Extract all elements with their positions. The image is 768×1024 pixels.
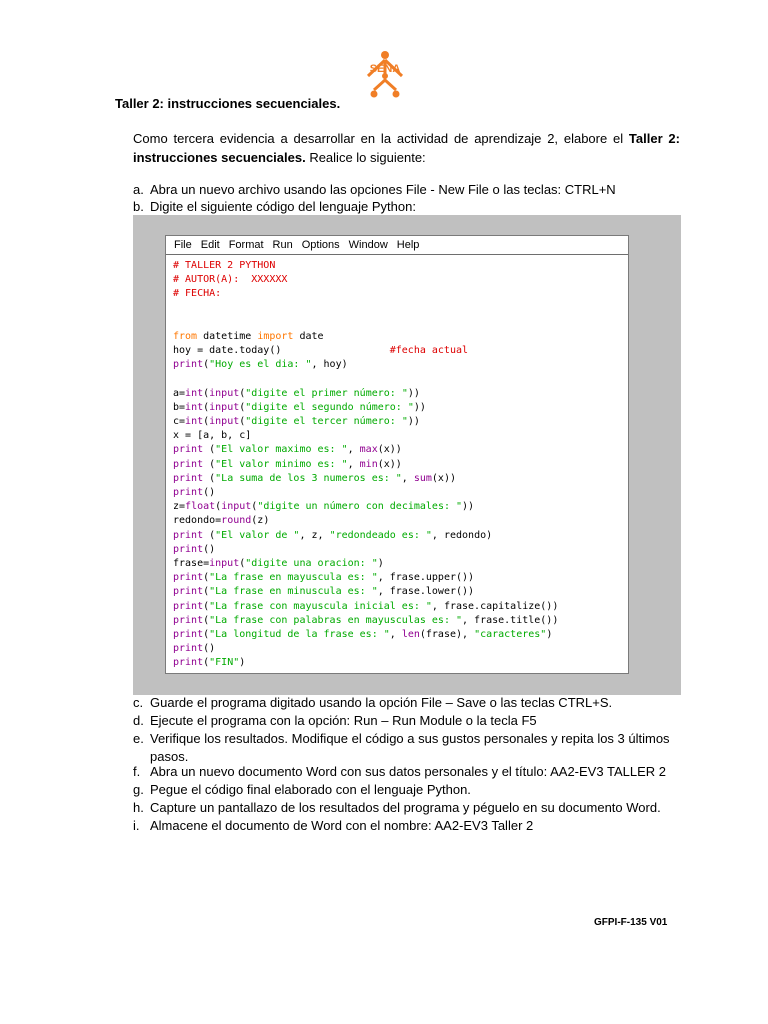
step-h [133, 799, 681, 817]
code-token: z= [173, 501, 186, 513]
step-a [133, 181, 681, 198]
step-letter: a. [133, 182, 144, 197]
code-token: ( [215, 501, 222, 513]
code-line [173, 344, 628, 358]
code-token: "caracteres" [474, 628, 547, 640]
code-token: float [185, 501, 216, 513]
code-line [173, 401, 628, 415]
code-token: , [401, 472, 414, 484]
code-token: "La frase en minuscula es: " [209, 586, 378, 598]
intro-text-2: Realice lo siguiente: [305, 150, 426, 165]
code-token: ( [203, 529, 216, 541]
code-token: , [389, 628, 402, 640]
code-token: x = [a, b, c] [173, 430, 252, 442]
step-text: Abra un nuevo archivo usando las opciones File - New File o las teclas: CTRL+N [150, 182, 616, 197]
step-text: Digite el siguiente código del lenguaje Python: [150, 199, 416, 214]
code-token: , redondo) [431, 529, 493, 541]
intro-paragraph [133, 129, 680, 167]
code-token: ( [203, 401, 210, 413]
code-token: , hoy) [311, 359, 348, 371]
code-token: , frase.lower()) [377, 586, 475, 598]
editor-window [165, 235, 629, 674]
code-token: ( [251, 501, 258, 513]
code-token: ( [203, 359, 210, 371]
step-e [133, 730, 681, 766]
code-token: , frase.title()) [462, 614, 559, 626]
step-text: Abra un nuevo documento Word con sus datos personales y el título: AA2-EV3 TALLER 2 [150, 764, 666, 779]
step-g [133, 781, 681, 799]
code-token: print [173, 359, 204, 371]
code-line [173, 585, 628, 599]
code-token: print [173, 444, 204, 456]
code-line [173, 330, 628, 344]
code-token: "La frase en mayuscula es: " [209, 572, 378, 584]
code-token: hoy = date.today() [173, 345, 390, 357]
menu-file[interactable]: File [174, 239, 192, 251]
code-token: min [359, 458, 378, 470]
step-d [133, 712, 681, 730]
document-code: GFPI-F-135 V01 [594, 917, 668, 928]
step-b [133, 198, 681, 215]
steps-mid [133, 694, 681, 766]
code-token: c= [173, 416, 186, 428]
code-token: ( [239, 387, 246, 399]
code-token: () [203, 543, 216, 555]
logo-text: SENA [369, 63, 401, 75]
code-token: int [185, 387, 204, 399]
steps-bottom [133, 763, 681, 835]
code-token: (x)) [377, 444, 402, 456]
code-token: "digite un número con decimales: " [257, 501, 463, 513]
code-token: input [221, 501, 252, 513]
code-token: ) [377, 557, 384, 569]
code-token: sum [413, 472, 432, 484]
code-token: ( [203, 387, 210, 399]
code-line [173, 614, 628, 628]
code-token: # TALLER 2 PYTHON [173, 260, 276, 271]
code-token: "digite el primer número: " [245, 387, 408, 399]
code-token: ( [203, 472, 216, 484]
code-token: "El valor de " [215, 529, 300, 541]
code-token: ( [203, 657, 210, 669]
code-token: ) [546, 628, 553, 640]
code-token: datetime [197, 330, 258, 342]
code-token: ( [203, 416, 210, 428]
menu-format[interactable]: Format [228, 239, 264, 251]
code-token: print [173, 543, 204, 555]
code-token: "digite el segundo número: " [245, 401, 414, 413]
step-letter: h. [133, 800, 144, 815]
code-token: b= [173, 401, 186, 413]
menu-run[interactable]: Run [272, 239, 293, 251]
code-token: "digite una oracion: " [245, 557, 378, 569]
code-token: round [221, 515, 252, 527]
code-line [173, 642, 628, 656]
code-line [173, 387, 628, 401]
code-line [173, 259, 628, 273]
code-token: , z, [299, 529, 330, 541]
code-line [173, 656, 628, 670]
sena-logo-icon [354, 50, 416, 100]
code-token: ( [203, 444, 216, 456]
code-token: redondo= [173, 515, 222, 527]
code-token: print [173, 614, 204, 626]
code-token: print [173, 643, 204, 655]
code-token: # FECHA: [173, 288, 222, 300]
code-token: print [173, 657, 204, 669]
code-token: "FIN" [209, 657, 240, 669]
code-line [173, 543, 628, 557]
code-token: )) [413, 401, 426, 413]
code-token: print [173, 529, 204, 541]
code-token: , [347, 458, 360, 470]
code-line [173, 316, 628, 330]
step-text: Verifique los resultados. Modifique el código a sus gustos personales y repita los 3 últimos pasos. [150, 731, 670, 764]
code-token: print [173, 487, 204, 498]
code-token: ( [239, 416, 246, 428]
code-token: int [185, 401, 204, 413]
code-token: import [257, 330, 294, 342]
code-token: (x)) [431, 472, 456, 484]
code-token: , frase.capitalize()) [431, 600, 559, 612]
intro-text-1: Como tercera evidencia a desarrollar en la actividad de aprendizaje 2, elabore el [133, 131, 629, 146]
step-text: Guarde el programa digitado usando la opción File – Save o las teclas CTRL+S. [150, 695, 613, 710]
code-token: )) [407, 416, 420, 428]
step-letter: i. [133, 818, 140, 833]
code-token: ( [239, 557, 246, 569]
menu-edit[interactable]: Edit [200, 239, 220, 251]
code-token: "redondeado es: " [329, 529, 432, 541]
code-token: a= [173, 387, 186, 399]
code-token: print [173, 472, 204, 484]
code-token: "El valor maximo es: " [215, 444, 348, 456]
code-token: "La frase con mayuscula inicial es: " [209, 600, 432, 612]
code-line [173, 472, 628, 486]
code-token: #fecha actual [389, 345, 469, 357]
code-token: "La suma de los 3 numeros es: " [215, 472, 402, 484]
code-token: (x)) [377, 458, 402, 470]
step-letter: c. [133, 695, 144, 710]
code-token: "El valor minimo es: " [215, 458, 348, 470]
code-line [173, 486, 628, 500]
code-token: len [401, 628, 420, 640]
code-token: print [173, 628, 204, 640]
code-token: ) [239, 657, 246, 669]
code-token: print [173, 586, 204, 598]
step-i [133, 817, 681, 835]
code-token: )) [407, 387, 420, 399]
code-line [173, 443, 628, 457]
sena-logo [354, 50, 416, 100]
step-letter: g. [133, 782, 144, 797]
code-token: "Hoy es el dia: " [209, 359, 312, 371]
code-token: , [347, 444, 360, 456]
code-token: max [359, 444, 378, 456]
code-token: () [203, 487, 216, 498]
step-text: Almacene el documento de Word con el nombre: AA2-EV3 Taller 2 [150, 818, 534, 833]
code-token: frase= [173, 557, 210, 569]
code-line [173, 514, 628, 528]
step-c [133, 694, 681, 712]
code-token: ( [203, 458, 216, 470]
code-token: ( [203, 586, 210, 598]
step-letter: d. [133, 713, 144, 728]
code-token: int [185, 416, 204, 428]
code-token: "digite el tercer número: " [245, 416, 408, 428]
step-letter: b. [133, 199, 144, 214]
code-token: print [173, 600, 204, 612]
code-token: input [209, 416, 240, 428]
code-token: ( [203, 600, 210, 612]
code-line [173, 415, 628, 429]
page-title: Taller 2: instrucciones secuenciales. [115, 96, 341, 111]
code-token: print [173, 572, 204, 584]
code-token: input [209, 401, 240, 413]
code-line [173, 628, 628, 642]
code-token: "La longitud de la frase es: " [209, 628, 390, 640]
code-line [173, 500, 628, 514]
steps-top [133, 181, 681, 215]
code-token: (z) [251, 515, 270, 527]
step-f [133, 763, 681, 781]
code-line [173, 557, 628, 571]
code-line [173, 458, 628, 472]
code-line [173, 529, 628, 543]
step-letter: e. [133, 731, 144, 746]
code-token: # AUTOR(A): XXXXXX [173, 274, 288, 286]
code-token: "La frase con palabras en mayusculas es: " [209, 614, 463, 626]
code-token: ( [203, 614, 210, 626]
step-text: Pegue el código final elaborado con el lenguaje Python. [150, 782, 471, 797]
code-line [173, 429, 628, 443]
code-token: )) [462, 501, 475, 513]
code-token: input [209, 387, 240, 399]
code-token: print [173, 458, 204, 470]
intro-bold: Taller 2: instrucciones secuenciales. [133, 131, 680, 165]
code-screenshot [133, 215, 681, 695]
code-area[interactable] [166, 255, 628, 670]
code-line [173, 273, 628, 287]
code-token: ( [239, 401, 246, 413]
step-text: Capture un pantallazo de los resultados del programa y péguelo en su documento Word. [150, 800, 661, 815]
code-line [173, 287, 628, 301]
code-token: ( [203, 572, 210, 584]
menu-window[interactable]: Window [348, 239, 388, 251]
editor-menubar [166, 236, 628, 255]
code-token: (frase), [419, 628, 475, 640]
step-letter: f. [133, 764, 141, 779]
code-token: date [293, 330, 324, 342]
code-token: ( [203, 628, 210, 640]
menu-options[interactable]: Options [301, 239, 340, 251]
code-line [173, 600, 628, 614]
step-text: Ejecute el programa con la opción: Run – Run Module o la tecla F5 [150, 713, 537, 728]
code-line [173, 302, 628, 316]
code-token: () [203, 643, 216, 655]
menu-help[interactable]: Help [396, 239, 420, 251]
code-line [173, 358, 628, 372]
code-token: from [173, 330, 198, 342]
code-line [173, 373, 628, 387]
code-token: input [209, 557, 240, 569]
code-token: , frase.upper()) [377, 572, 475, 584]
code-line [173, 571, 628, 585]
